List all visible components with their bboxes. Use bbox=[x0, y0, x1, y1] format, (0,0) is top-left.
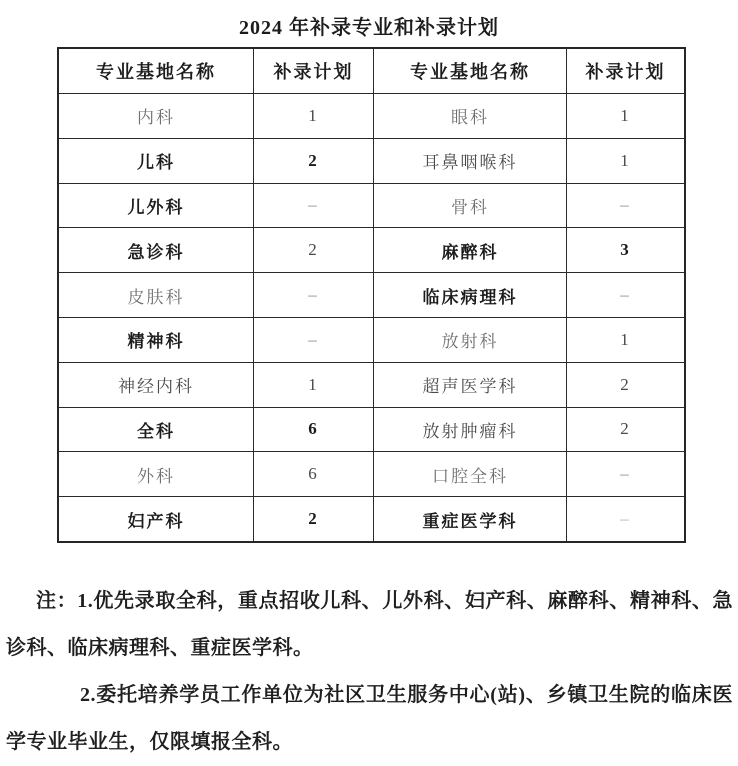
table-row bbox=[58, 317, 685, 362]
specialty-cell: 重症医学科 bbox=[374, 497, 567, 542]
plan-cell: 2 bbox=[567, 362, 686, 407]
plan-cell: – bbox=[254, 317, 374, 362]
plan-cell: 1 bbox=[254, 362, 374, 407]
plan-cell: 2 bbox=[254, 228, 374, 273]
specialty-cell: 骨科 bbox=[374, 183, 567, 228]
specialty-cell: 内科 bbox=[58, 94, 254, 139]
col-header-plan-left: 补录计划 bbox=[254, 48, 374, 94]
plan-cell: – bbox=[254, 273, 374, 318]
col-header-specialty-right: 专业基地名称 bbox=[374, 48, 567, 94]
plan-cell: 3 bbox=[567, 228, 686, 273]
table-row bbox=[58, 228, 685, 273]
specialty-cell: 急诊科 bbox=[58, 228, 254, 273]
table-row bbox=[58, 407, 685, 452]
plan-cell: 1 bbox=[567, 94, 686, 139]
specialty-cell: 口腔全科 bbox=[374, 452, 567, 497]
plan-cell: – bbox=[567, 273, 686, 318]
table-body bbox=[58, 94, 685, 542]
table-row bbox=[58, 183, 685, 228]
table-row bbox=[58, 94, 685, 139]
specialty-cell: 儿外科 bbox=[58, 183, 254, 228]
specialty-cell: 放射科 bbox=[374, 317, 567, 362]
specialty-cell: 全科 bbox=[58, 407, 254, 452]
specialty-cell: 皮肤科 bbox=[58, 273, 254, 318]
plan-cell: – bbox=[567, 497, 686, 542]
specialty-cell: 耳鼻咽喉科 bbox=[374, 138, 567, 183]
specialty-cell: 临床病理科 bbox=[374, 273, 567, 318]
specialty-cell: 眼科 bbox=[374, 94, 567, 139]
specialty-cell: 放射肿瘤科 bbox=[374, 407, 567, 452]
plan-cell: 6 bbox=[254, 452, 374, 497]
table-row bbox=[58, 273, 685, 318]
note-1: 注：1.优先录取全科，重点招收儿科、儿外科、妇产科、麻醉科、精神科、急诊科、临床病理科、重症医学科。 bbox=[6, 590, 733, 659]
specialty-cell: 外科 bbox=[58, 452, 254, 497]
col-header-specialty-left: 专业基地名称 bbox=[58, 48, 254, 94]
plan-cell: – bbox=[567, 452, 686, 497]
header-row bbox=[58, 48, 685, 94]
page-title: 2024 年补录专业和补录计划 bbox=[239, 17, 499, 39]
plan-cell: 2 bbox=[254, 138, 374, 183]
plan-cell: 2 bbox=[567, 407, 686, 452]
plan-cell: 2 bbox=[254, 497, 374, 542]
plan-cell: – bbox=[254, 183, 374, 228]
note-2: 2.委托培养学员工作单位为社区卫生服务中心(站)、乡镇卫生院的临床医学专业毕业生，仅限填报全科。 bbox=[6, 684, 733, 753]
specialty-cell: 神经内科 bbox=[58, 362, 254, 407]
plan-cell: – bbox=[567, 183, 686, 228]
plan-cell: 1 bbox=[254, 94, 374, 139]
table-header bbox=[58, 48, 685, 94]
specialty-cell: 麻醉科 bbox=[374, 228, 567, 273]
specialty-cell: 超声医学科 bbox=[374, 362, 567, 407]
table-row bbox=[58, 362, 685, 407]
specialty-cell: 儿科 bbox=[58, 138, 254, 183]
table-row bbox=[58, 138, 685, 183]
plan-cell: 1 bbox=[567, 317, 686, 362]
table-row bbox=[58, 497, 685, 542]
plan-cell: 1 bbox=[567, 138, 686, 183]
plan-table bbox=[57, 47, 686, 543]
table-row bbox=[58, 452, 685, 497]
col-header-plan-right: 补录计划 bbox=[567, 48, 686, 94]
specialty-cell: 精神科 bbox=[58, 317, 254, 362]
plan-cell: 6 bbox=[254, 407, 374, 452]
notes-section bbox=[6, 578, 733, 766]
specialty-cell: 妇产科 bbox=[58, 497, 254, 542]
